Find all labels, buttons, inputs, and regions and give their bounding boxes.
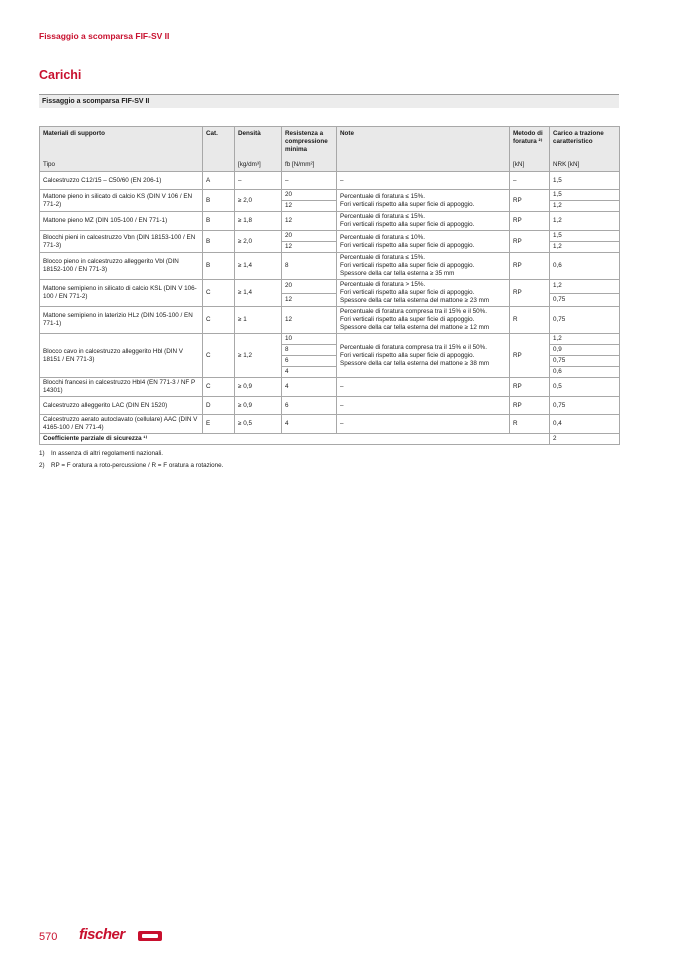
cell-load: 0,75 — [550, 307, 620, 334]
note-line: Percentuale di foratura ≤ 15%. — [340, 213, 426, 220]
cell-load: 1,2 — [550, 280, 620, 294]
cell-notes — [337, 280, 510, 307]
cell-load: 0,75 — [550, 356, 620, 367]
cell-load: 0,6 — [550, 367, 620, 378]
safety-factor-label: Coefficiente parziale di sicurezza ¹⁾ — [40, 434, 550, 445]
note-line: Fori verticali rispetto alla super ficie di appoggio. — [340, 200, 475, 208]
footnote-number: 1) — [39, 450, 45, 457]
cell-strength: 12 — [282, 201, 337, 212]
cell-category: C — [203, 307, 235, 334]
cell-method: RP — [510, 378, 550, 397]
safety-factor-value: 2 — [550, 434, 620, 445]
cell-strength: 4 — [282, 415, 337, 434]
footnote — [39, 450, 163, 457]
cell-notes — [337, 307, 510, 334]
table-row — [40, 334, 620, 345]
cell-load: 1,5 — [550, 190, 620, 201]
note-line: Percentuale di foratura compresa tra il 15% e il 50%. — [340, 343, 488, 351]
table-row — [40, 307, 620, 334]
note-line: Fori verticali rispetto alla super ficie di appoggio. — [340, 351, 475, 359]
table-row — [40, 190, 620, 201]
cell-notes — [337, 334, 510, 378]
footnote-text: In assenza di altri regolamenti nazionali. — [51, 450, 164, 457]
note-line: Fori verticali rispetto alla super ficie di appoggio. — [340, 241, 475, 249]
cell-density: ≥ 1,2 — [235, 334, 282, 378]
cell-load: 0,5 — [550, 378, 620, 397]
note-line: – — [340, 176, 344, 184]
table-body — [40, 172, 620, 445]
page-number: 570 — [39, 931, 58, 943]
note-line: Fori verticali rispetto alla super ficie di appoggio. — [340, 289, 475, 296]
cell-method: RP — [510, 397, 550, 415]
cell-material: Blocchi pieni in calcestruzzo Vbn (DIN 18153-100 / EN 771-3) — [40, 231, 203, 253]
note-line: – — [340, 383, 344, 390]
cell-notes — [337, 397, 510, 415]
cell-method: RP — [510, 334, 550, 378]
note-line: Spessore della car tella esterna del mattone ≥ 23 mm — [340, 297, 490, 304]
cell-load: 0,75 — [550, 293, 620, 307]
cell-category: C — [203, 280, 235, 307]
cell-method: – — [510, 172, 550, 190]
table-row — [40, 378, 620, 397]
cell-load: 0,6 — [550, 253, 620, 280]
cell-method: RP — [510, 212, 550, 231]
safety-factor-row — [40, 434, 620, 445]
cell-strength: 6 — [282, 397, 337, 415]
cell-load: 1,2 — [550, 212, 620, 231]
cell-material: Mattone pieno in silicato di calcio KS (DIN V 106 / EN 771-2) — [40, 190, 203, 212]
table-row — [40, 231, 620, 242]
cell-notes — [337, 253, 510, 280]
note-line: Spessore della car tella esterna del mattone ≥ 12 mm — [340, 324, 490, 331]
cell-material: Calcestruzzo aerato autoclavato (cellulare) AAC (DIN V 4165-100 / EN 771-4) — [40, 415, 203, 434]
cell-material: Blocco cavo in calcestruzzo alleggerito Hbl (DIN V 18151 / EN 771-3) — [40, 334, 203, 378]
cell-method: RP — [510, 253, 550, 280]
table-row — [40, 212, 620, 231]
cell-density: ≥ 1,4 — [235, 253, 282, 280]
cell-strength: 10 — [282, 334, 337, 345]
note-line: Fori verticali rispetto alla super ficie di appoggio. — [340, 221, 475, 228]
note-line: Percentuale di foratura > 15%. — [340, 281, 426, 288]
cell-load: 1,5 — [550, 231, 620, 242]
cell-strength: 12 — [282, 307, 337, 334]
cell-material: Calcestruzzo C12/15 – C50/60 (EN 206-1) — [40, 172, 203, 190]
note-line: – — [340, 401, 344, 409]
cell-method: R — [510, 415, 550, 434]
cell-strength: 20 — [282, 280, 337, 294]
cell-material: Mattone semipieno in laterizio HLz (DIN 105-100 / EN 771-1) — [40, 307, 203, 334]
brand-logo: fischer — [79, 926, 125, 943]
cell-strength: – — [282, 172, 337, 190]
cell-material: Blocchi francesi in calcestruzzo Hbl4 (EN 771-3 / NF P 14301) — [40, 378, 203, 397]
cell-strength: 8 — [282, 345, 337, 356]
note-line: Spessore della car tella esterna del mattone ≥ 38 mm — [340, 359, 490, 367]
footnote-text: RP = F oratura a roto-percussione / R = F oratura a rotazione. — [51, 462, 224, 469]
cell-strength: 8 — [282, 253, 337, 280]
footnote — [39, 462, 223, 469]
cell-strength: 20 — [282, 231, 337, 242]
cell-method: RP — [510, 231, 550, 253]
col-method: Metodo di foratura ²⁾ [kN] — [510, 127, 550, 172]
cell-strength: 12 — [282, 293, 337, 307]
running-head: Fissaggio a scomparsa FIF-SV II — [39, 31, 170, 41]
note-line: Fori verticali rispetto alla super ficie di appoggio. — [340, 316, 475, 323]
cell-load: 1,2 — [550, 242, 620, 253]
cell-density: ≥ 2,0 — [235, 190, 282, 212]
table-row — [40, 172, 620, 190]
cell-strength: 6 — [282, 356, 337, 367]
cell-strength: 12 — [282, 242, 337, 253]
note-line: Fori verticali rispetto alla super ficie di appoggio. — [340, 262, 475, 269]
cell-material: Blocco pieno in calcestruzzo alleggerito Vbl (DIN 18152-100 / EN 771-3) — [40, 253, 203, 280]
cell-category: A — [203, 172, 235, 190]
cell-strength: 4 — [282, 367, 337, 378]
note-line: Percentuale di foratura ≤ 15%. — [340, 254, 426, 261]
table-row — [40, 253, 620, 280]
col-notes: Note — [337, 127, 510, 172]
cell-strength: 20 — [282, 190, 337, 201]
cell-material: Mattone pieno MZ (DIN 105-100 / EN 771-1) — [40, 212, 203, 231]
table-row — [40, 280, 620, 294]
cell-notes — [337, 415, 510, 434]
cell-density: ≥ 0,5 — [235, 415, 282, 434]
cell-load: 0,4 — [550, 415, 620, 434]
brand-badge-icon — [138, 931, 162, 941]
cell-notes — [337, 378, 510, 397]
cell-material: Calcestruzzo alleggerito LAC (DIN EN 1520) — [40, 397, 203, 415]
col-material: Materiali di supporto Tipo — [40, 127, 203, 172]
cell-density: ≥ 0,9 — [235, 397, 282, 415]
table-row — [40, 397, 620, 415]
cell-category: E — [203, 415, 235, 434]
cell-load: 1,2 — [550, 201, 620, 212]
cell-method: R — [510, 307, 550, 334]
cell-notes — [337, 190, 510, 212]
cell-category: B — [203, 231, 235, 253]
cell-category: C — [203, 334, 235, 378]
cell-category: B — [203, 212, 235, 231]
note-line: Spessore della car tella esterna ≥ 35 mm — [340, 270, 455, 277]
col-strength: Resistenza a compressione minima fb [N/mm²] — [282, 127, 337, 172]
cell-category: C — [203, 378, 235, 397]
cell-load: 1,2 — [550, 334, 620, 345]
note-line: Percentuale di foratura ≤ 10%. — [340, 233, 426, 241]
cell-method: RP — [510, 190, 550, 212]
footnote-number: 2) — [39, 462, 45, 469]
table-row — [40, 415, 620, 434]
cell-density: ≥ 1,4 — [235, 280, 282, 307]
cell-load: 1,5 — [550, 172, 620, 190]
note-line: – — [340, 420, 344, 427]
cell-density: ≥ 1,8 — [235, 212, 282, 231]
cell-material: Mattone semipieno in silicato di calcio KSL (DIN V 106-100 / EN 771-2) — [40, 280, 203, 307]
note-line: Percentuale di foratura ≤ 15%. — [340, 192, 426, 200]
cell-category: B — [203, 190, 235, 212]
col-density: Densità [kg/dm³] — [235, 127, 282, 172]
cell-density: ≥ 2,0 — [235, 231, 282, 253]
cell-notes — [337, 172, 510, 190]
cell-notes — [337, 212, 510, 231]
table-caption: Fissaggio a scomparsa FIF-SV II — [39, 94, 619, 108]
cell-strength: 12 — [282, 212, 337, 231]
cell-category: D — [203, 397, 235, 415]
cell-load: 0,75 — [550, 397, 620, 415]
col-load: Carico a trazione caratteristico NRK [kN] — [550, 127, 620, 172]
cell-load: 0,9 — [550, 345, 620, 356]
table-header-row — [40, 127, 620, 172]
note-line: Percentuale di foratura compresa tra il 15% e il 50%. — [340, 308, 488, 315]
cell-strength: 4 — [282, 378, 337, 397]
cell-density: – — [235, 172, 282, 190]
cell-method: RP — [510, 280, 550, 307]
cell-category: B — [203, 253, 235, 280]
section-title: Carichi — [39, 68, 82, 82]
loads-table — [39, 126, 620, 445]
col-category: Cat. — [203, 127, 235, 172]
cell-notes — [337, 231, 510, 253]
cell-density: ≥ 1 — [235, 307, 282, 334]
cell-density: ≥ 0,9 — [235, 378, 282, 397]
